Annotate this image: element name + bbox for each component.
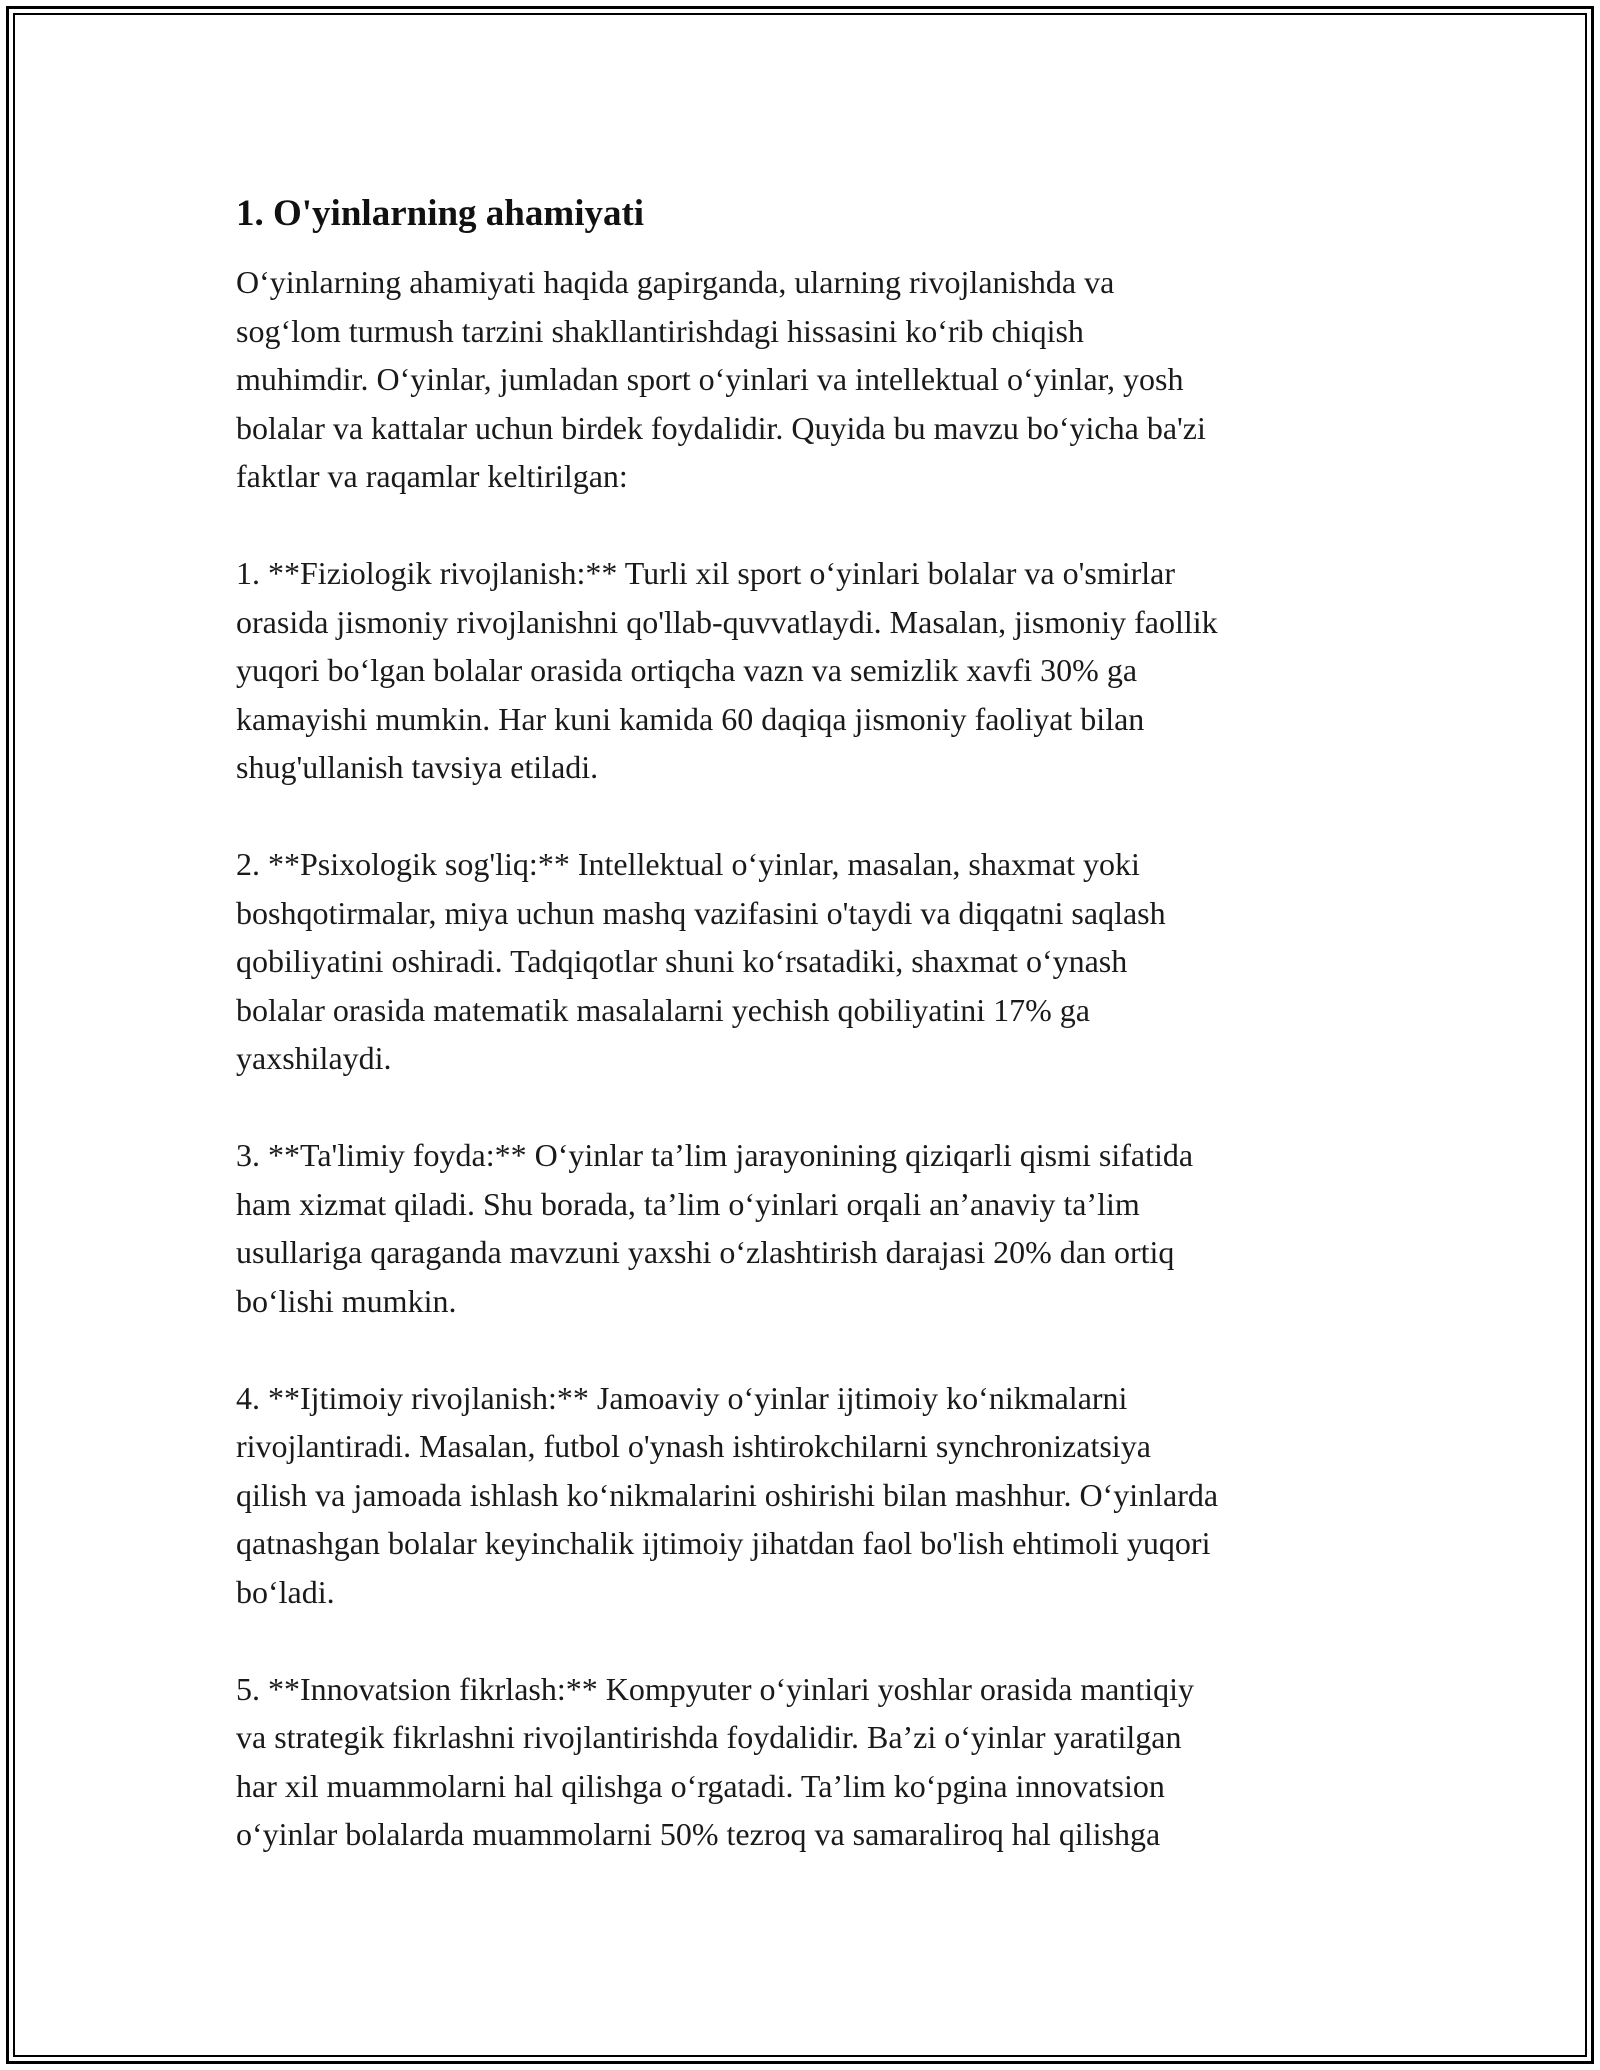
paragraph-spacer: [236, 501, 1376, 550]
paragraph-spacer: [236, 1616, 1376, 1665]
section-title: 1. O'yinlarning ahamiyati: [236, 193, 645, 234]
point-innovative-thinking: 5. **Innovatsion fikrlash:** Kompyuter o‘yinlari yoshlar orasida mantiqiy va strategik fikrlashni rivojlantirishda foydalidir. Ba’zi o‘yinlar yaratilgan har xil muammolarni hal qilishga o‘rgatadi. Ta’lim ko‘pgina innovatsion o‘yinlar bolalarda muammolarni 50% tezroq va samaraliroq hal qilishga: [236, 1670, 1195, 1852]
paragraph-spacer: [236, 1083, 1376, 1132]
point-educational-benefit: 3. **Ta'limiy foyda:** O‘yinlar ta’lim jarayonining qiziqarli qismi sifatida ham xizmat qiladi. Shu borada, ta’lim o‘yinlari orqali an’anaviy ta’lim usullariga qaraganda mavzuni yaxshi o‘zlashtirish darajasi 20% dan ortiq bo‘lishi mumkin.: [236, 1137, 1194, 1319]
paragraph-spacer: [236, 792, 1376, 841]
point-social-development: 4. **Ijtimoiy rivojlanish:** Jamoaviy o‘yinlar ijtimoiy ko‘nikmalarni rivojlantiradi. Masalan, futbol o'ynash ishtirokchilarni synchronizatsiya qilish va jamoada ishlash ko‘nikmalarini oshirishi bilan mashhur. O‘yinlarda qatnashgan bolalar keyinchalik ijtimoiy jihatdan faol bo'lish ehtimoli yuqori bo‘ladi.: [236, 1379, 1219, 1610]
paragraph-spacer: [236, 1325, 1376, 1374]
point-psychological-health: 2. **Psixologik sog'liq:** Intellektual o‘yinlar, masalan, shaxmat yoki boshqotirmalar, miya uchun mashq vazifasini o'taydi va diqqatni saqlash qobiliyatini oshiradi. Tadqiqotlar shuni ko‘rsatadiki, shaxmat o‘ynash bolalar orasida matematik masalalarni yechish qobiliyatini 17% ga yaxshilaydi.: [236, 846, 1166, 1076]
intro-paragraph: O‘yinlarning ahamiyati haqida gapirganda, ularning rivojlanishda va sog‘lom turmush tarzini shakllantirishdagi hissasini ko‘rib chiqish muhimdir. O‘yinlar, jumladan sport o‘yinlari va intellektual o‘yinlar, yosh bolalar va kattalar uchun birdek foydalidir. Quyida bu mavzu bo‘yicha ba'zi faktlar va raqamlar keltirilgan:: [236, 264, 1206, 494]
point-physiological-development: 1. **Fiziologik rivojlanish:** Turli xil sport o‘yinlari bolalar va o'smirlar orasida jismoniy rivojlanishni qo'llab-quvvatlaydi. Masalan, jismoniy faollik yuqori bo‘lgan bolalar orasida ortiqcha vazn va semizlik xavfi 30% ga kamayishi mumkin. Har kuni kamida 60 daqiqa jismoniy faoliyat bilan shug'ullanish tavsiya etiladi.: [236, 555, 1218, 785]
document-body: [236, 186, 1376, 1859]
